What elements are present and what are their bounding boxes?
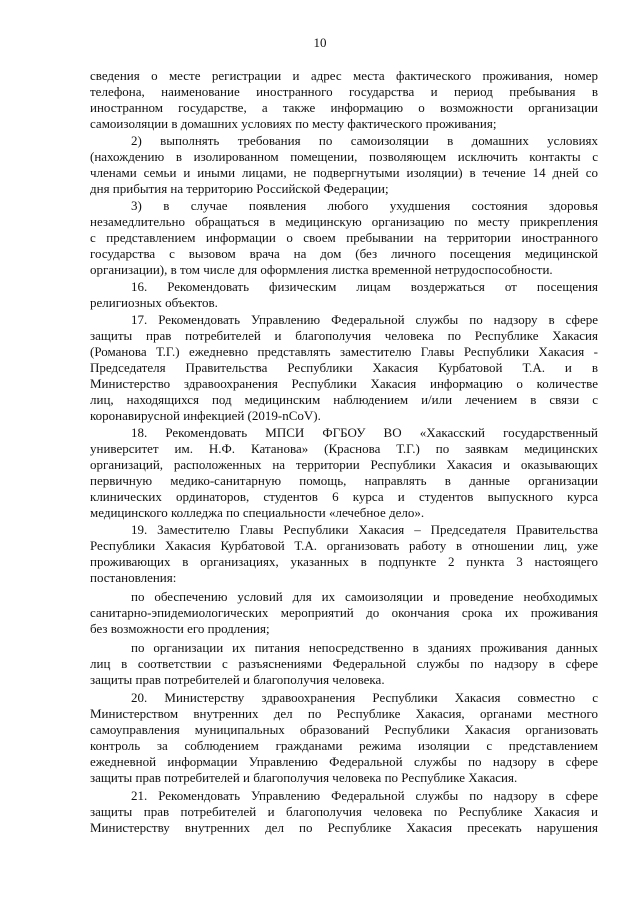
text-line: членами семьи и иными лицами, не подвергнутыми изоляции) в течение 14 дней со [90, 165, 598, 180]
text-line: 21. Рекомендовать Управлению Федеральной службы по надзору в сфере [131, 788, 598, 803]
text-line: (нахождению в изолированном помещении, позволяющем исключить контакты с [90, 149, 598, 164]
text-line: университет им. Н.Ф. Катанова» (Краснова Т.Г.) по заявкам медицинских [90, 441, 598, 456]
text-line: незамедлительно обращаться в медицинскую организацию по месту прикрепления [90, 214, 598, 229]
text-line: по организации их питания непосредственно в зданиях проживания данных [131, 640, 598, 655]
text-line: санитарно-эпидемиологических мероприятий до окончания срока их проживания [90, 605, 598, 620]
text-line: 16. Рекомендовать физическим лицам воздержаться от посещения [131, 279, 598, 294]
text-line: самоизоляции в домашних условиях по месту фактического проживания; [90, 116, 497, 131]
text-line: постановления: [90, 570, 177, 585]
text-line: защиты прав потребителей и благополучия человека по Республике Хакасия [90, 328, 598, 343]
text-line: религиозных объектов. [90, 295, 218, 310]
text-line: организаций, расположенных на территории Республики Хакасия и оказывающих [90, 457, 598, 472]
text-line: иностранном государстве, а также информацию о возможности организации [90, 100, 598, 115]
text-line: сведения о месте регистрации и адрес места фактического проживания, номер [90, 68, 598, 83]
text-line: 18. Рекомендовать МПСИ ФГБОУ ВО «Хакасский государственный [131, 425, 598, 440]
text-line: защиты прав потребителей и благополучия человека. [90, 672, 385, 687]
text-line: без возможности его продления; [90, 621, 270, 636]
text-line: 3) в случае появления любого ухудшения состояния здоровья [131, 198, 598, 213]
text-line: самоуправления муниципальных образований Республики Хакасия организовать [90, 722, 598, 737]
text-line: (Романова Т.Г.) ежедневно представлять заместителю Главы Республики Хакасия - [90, 344, 598, 359]
text-line: Республики Хакасия Курбатовой Т.А. организовать работу в отношении лиц, уже [90, 538, 598, 553]
text-line: Министерство здравоохранения Республики Хакасия информацию о количестве [90, 376, 598, 391]
text-line: Председателя Правительства Республики Хакасия Курбатовой Т.А. и в [90, 360, 598, 375]
text-line: Министерству внутренних дел по Республике Хакасия пресекать нарушения [90, 820, 598, 835]
text-line: лиц в соответствии с разъяснениями Федеральной службы по надзору в сфере [90, 656, 598, 671]
text-line: государства с вызовом врача на дом (без личного посещения медицинской [90, 246, 598, 261]
text-line: организации), в том числе для оформления листка временной нетрудоспособности. [90, 262, 553, 277]
text-line: медицинского колледжа по специальности «лечебное дело». [90, 505, 425, 520]
text-line: первичную медико-санитарную помощь, направлять в данные организации [90, 473, 598, 488]
text-line: лиц, находящихся под медицинским наблюдением и/или лечением в связи с [90, 392, 598, 407]
text-line: контроль за соблюдением гражданами режима изоляции с представлением [90, 738, 598, 753]
page-number: 10 [313, 35, 327, 50]
text-line: защиты прав потребителей и благополучия человека по Республике Хакасия и [90, 804, 598, 819]
text-line: 17. Рекомендовать Управлению Федеральной службы по надзору в сфере [131, 312, 598, 327]
text-line: клинических ординаторов, студентов 6 курса и студентов выпускного курса [90, 489, 598, 504]
text-line: по обеспечению условий для их самоизоляции и проведение необходимых [131, 589, 598, 604]
text-line: ежедневной информации Управлению Федеральной службы по надзору в сфере [90, 754, 598, 769]
text-line: дня прибытия на территорию Российской Федерации; [90, 181, 389, 196]
text-line: 20. Министерству здравоохранения Республики Хакасия совместно с [131, 690, 598, 705]
text-line: защиты прав потребителей и благополучия человека по Республике Хакасия. [90, 770, 518, 785]
text-line: с представлением информации о своем пребывании на территории иностранного [90, 230, 598, 245]
text-line: коронавирусной инфекцией (2019-nCoV). [90, 408, 321, 423]
text-line: проживающих в организациях, указанных в подпункте 2 пункта 3 настоящего [90, 554, 598, 569]
text-line: 19. Заместителю Главы Республики Хакасия – Председателя Правительства [131, 522, 598, 537]
text-line: 2) выполнять требования по самоизоляции в домашних условиях [131, 133, 598, 148]
text-line: телефона, наименование иностранного государства и период пребывания в [90, 84, 598, 99]
text-line: Министерством внутренних дел по Республике Хакасия, органами местного [90, 706, 598, 721]
